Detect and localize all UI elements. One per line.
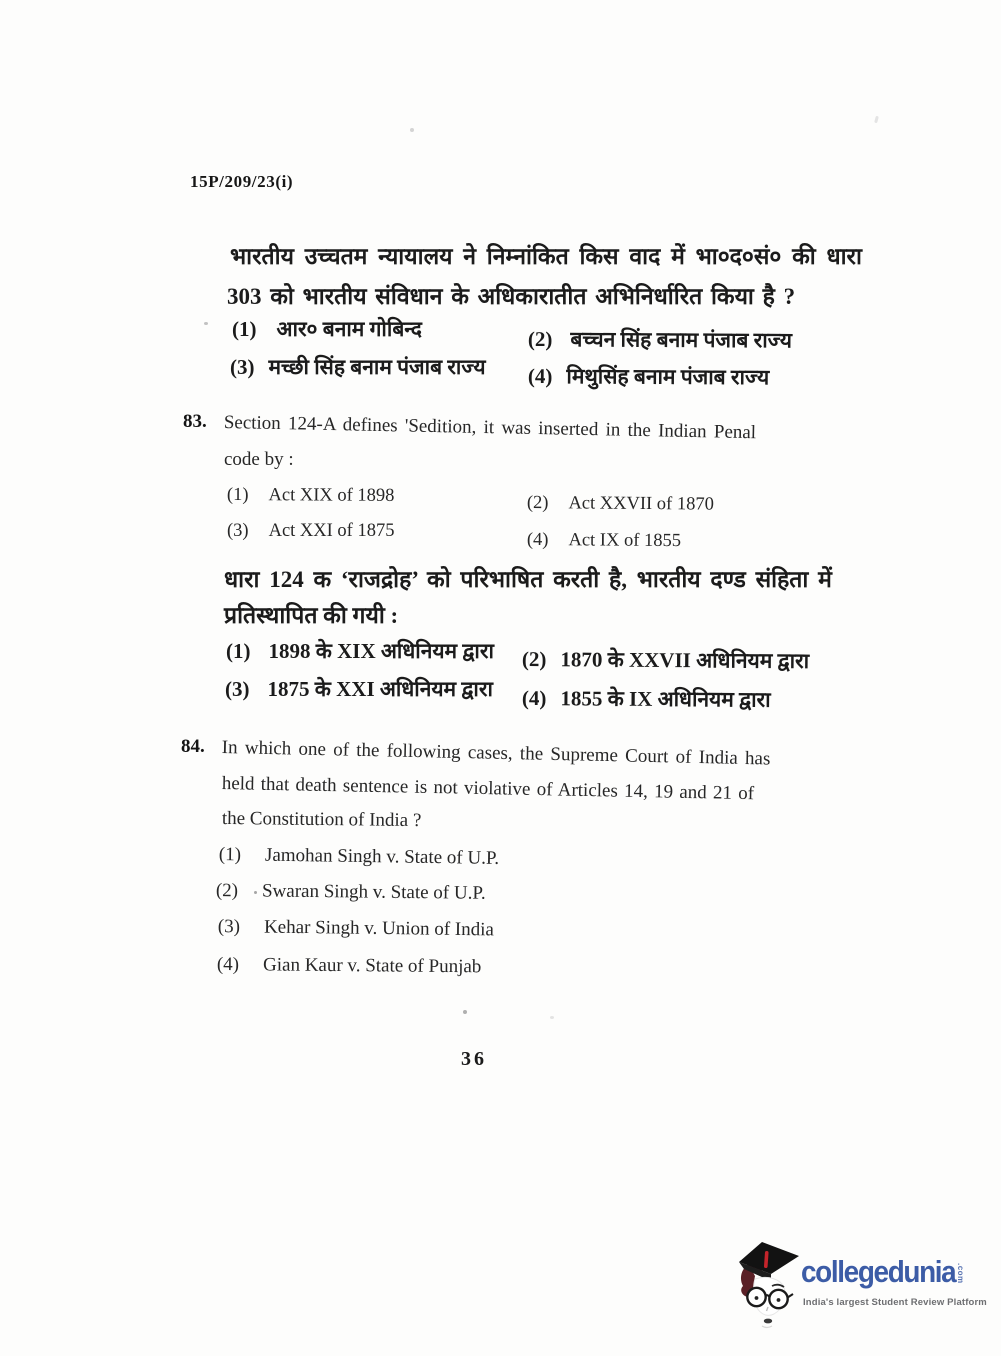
option-number: (1)	[226, 485, 249, 506]
q82-option-2	[528, 325, 792, 354]
option-number: (1)	[232, 317, 257, 341]
option-text: Act IX of 1855	[568, 530, 682, 552]
option-text: Jamohan Singh v. State of U.P.	[264, 844, 500, 869]
q83-hi-option-4	[522, 684, 771, 714]
q83-hi-line-2: प्रतिस्थापित की गयी :	[224, 603, 399, 628]
q83-en-line-1: Section 124-A defines 'Sedition, it was inserted in the Indian Penal	[223, 412, 757, 444]
collegedunia-tld-text: .com	[956, 1263, 965, 1284]
option-number: (2)	[527, 326, 553, 352]
scan-artifact-dot	[410, 128, 414, 132]
q84-number: 84.	[181, 736, 205, 757]
option-text: आर० बनाम गोबिन्द	[276, 317, 422, 341]
option-text: Swaran Singh v. State of U.P.	[261, 880, 486, 904]
q83-hi-line-1: धारा 124 क ‘राजद्रोह’ को परिभाषित करती है, भारतीय दण्ड संहिता में	[224, 567, 832, 592]
option-text: 1855 के IX अधिनियम द्वारा	[560, 686, 771, 712]
option-number: (2)	[521, 646, 547, 672]
paper-code: 15P/209/23(i)	[190, 172, 294, 191]
q82-option-4	[528, 362, 769, 391]
scan-artifact-dot	[254, 891, 257, 894]
option-text: 1870 के XXVII अधिनियम द्वारा	[560, 647, 810, 674]
q83-en-option-1	[227, 485, 395, 507]
q83-en-option-2	[527, 493, 714, 516]
q84-option-3	[218, 916, 494, 941]
option-number: (1)	[218, 844, 242, 866]
option-text: Act XXI of 1875	[268, 521, 395, 541]
page-number: 36	[461, 1048, 487, 1070]
q82-hindi-line-1: भारतीय उच्चतम न्यायालय ने निम्नांकित किस वाद में भा०द०सं० की धारा	[230, 244, 862, 269]
q83-hi-option-2	[522, 645, 809, 675]
option-number: (4)	[216, 954, 240, 976]
option-number: (3)	[227, 521, 249, 541]
q84-option-4	[217, 954, 482, 978]
option-text: मच्छी सिंह बनाम पंजाब राज्य	[268, 355, 486, 379]
q82-option-3	[230, 353, 486, 381]
scan-artifact-dot	[204, 322, 208, 325]
collegedunia-mascot-icon	[738, 1241, 800, 1329]
q82-option-1	[232, 315, 422, 343]
option-text: 1898 के XIX अधिनियम द्वारा	[268, 639, 494, 663]
option-number: (4)	[527, 363, 553, 389]
q84-line-3: the Constitution of India ?	[221, 808, 422, 832]
collegedunia-tagline: India's largest Student Review Platform	[803, 1297, 987, 1308]
option-number: (4)	[526, 530, 549, 551]
option-number: (3)	[217, 916, 241, 938]
option-number: (3)	[230, 355, 255, 379]
collegedunia-brand-text: collegedunia	[801, 1254, 956, 1289]
q82-hindi-line-2: 303 को भारतीय संविधान के अधिकारातीत अभिनिर्धारित किया है ?	[227, 284, 796, 309]
q83-en-option-4	[527, 530, 681, 552]
scan-artifact-mark	[874, 116, 879, 124]
option-number: (4)	[521, 685, 547, 711]
collegedunia-logo	[737, 1240, 995, 1336]
q84-line-2: held that death sentence is not violative of Articles 14, 19 and 21 of	[221, 773, 755, 805]
option-text: बच्चन सिंह बनाम पंजाब राज्य	[570, 327, 792, 353]
option-number: (1)	[226, 639, 251, 663]
q84-option-1	[219, 844, 500, 870]
option-text: Gian Kaur v. State of Punjab	[262, 954, 482, 978]
scan-artifact-dot	[463, 1010, 467, 1014]
option-text: 1875 के XXI अधिनियम द्वारा	[267, 677, 493, 701]
q83-en-line-2: code by :	[224, 449, 294, 470]
option-text: Act XIX of 1898	[268, 485, 395, 506]
scan-artifact-dot	[550, 1016, 554, 1019]
q83-hi-option-3	[225, 675, 493, 703]
option-text: Act XXVII of 1870	[568, 493, 714, 515]
q84-line-1: In which one of the following cases, the Supreme Court of India has	[221, 737, 771, 770]
option-text: Kehar Singh v. Union of India	[263, 916, 495, 941]
q83-en-option-3	[227, 521, 394, 542]
option-number: (2)	[526, 493, 549, 514]
q83-number: 83.	[183, 411, 207, 432]
option-text: मिथुसिंह बनाम पंजाब राज्य	[566, 364, 770, 390]
option-number: (3)	[225, 677, 250, 701]
q83-hi-option-1	[226, 637, 494, 665]
option-number: (2)	[215, 880, 239, 902]
